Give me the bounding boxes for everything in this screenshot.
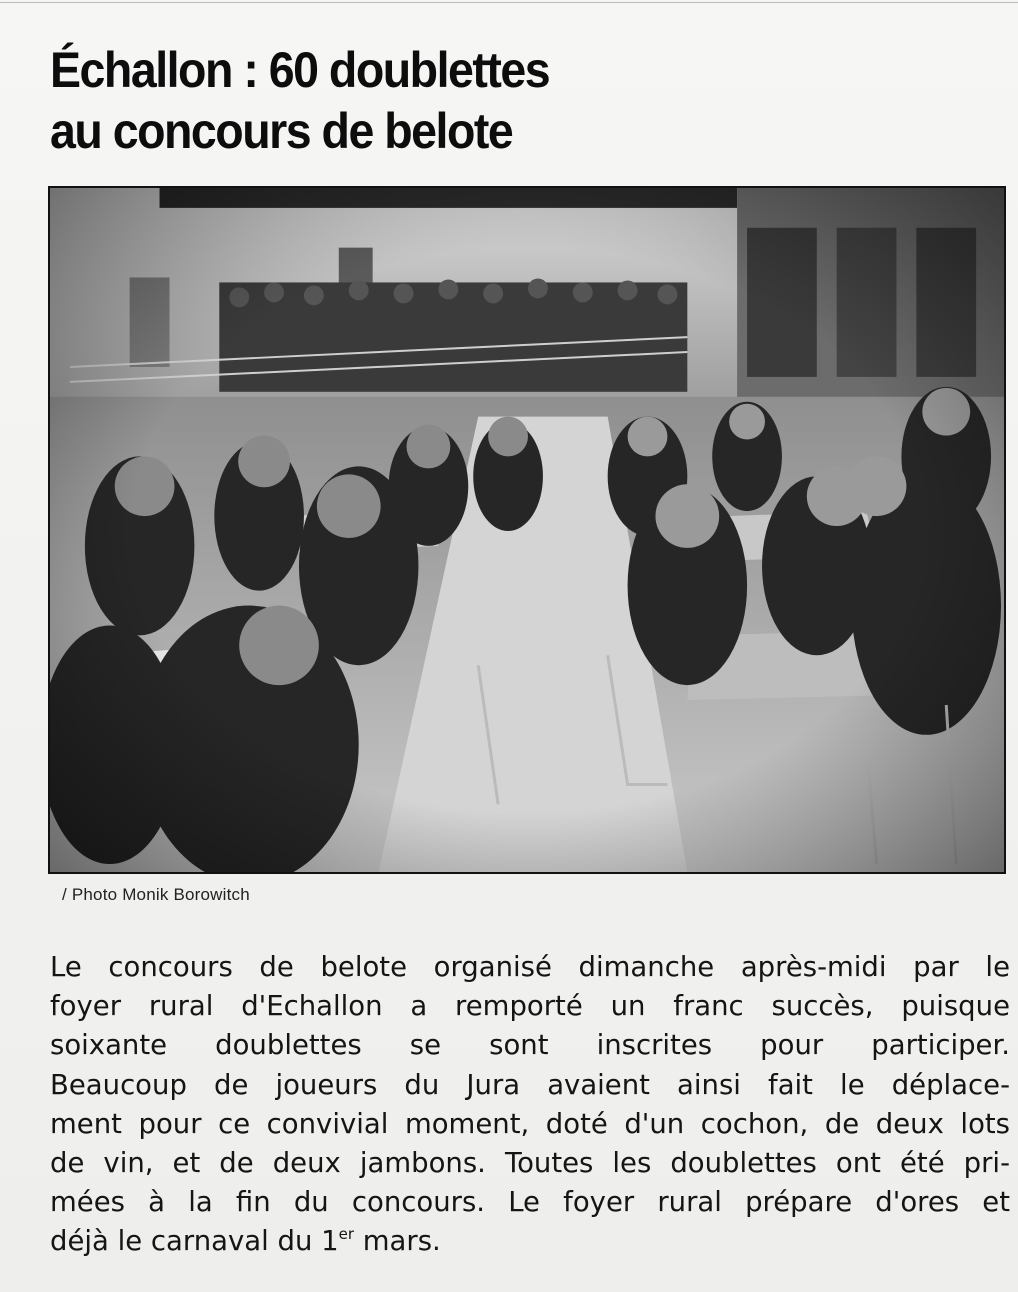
headline	[50, 40, 924, 162]
ordinal-superscript: er	[338, 1225, 355, 1244]
headline-line-1: Échallon : 60 doublettes	[50, 42, 550, 98]
body-line-8-end: mars.	[354, 1225, 441, 1258]
photo-credit: / Photo Monik Borowitch	[62, 885, 250, 904]
body-line-5: ment pour ce convivial moment, doté d'un cochon, de deux lots	[50, 1107, 1010, 1140]
body-line-8	[50, 1222, 1010, 1261]
top-rule	[0, 2, 1018, 3]
body-line-1: Le concours de belote organisé dimanche après-midi par le	[50, 951, 1010, 983]
body-line-7: mées à la fin du concours. Le foyer rural prépare d'ores et	[50, 1186, 1010, 1219]
article-body	[50, 948, 1010, 1262]
body-line-4: Beaucoup de joueurs du Jura avaient ainsi fait le déplace-	[50, 1068, 1010, 1101]
body-line-6: de vin, et de deux jambons. Toutes les doublettes ont été pri-	[50, 1147, 1010, 1180]
headline-line-2: au concours de belote	[50, 103, 513, 159]
belote-hall-photo	[50, 188, 1004, 872]
body-line-8-start: déjà le carnaval du 1	[50, 1225, 339, 1258]
article-photo	[48, 186, 1006, 874]
body-line-3: soixante doublettes se sont inscrites pour participer.	[50, 1029, 1010, 1062]
body-line-2: foyer rural d'Echallon a remporté un franc succès, puisque	[50, 990, 1010, 1023]
